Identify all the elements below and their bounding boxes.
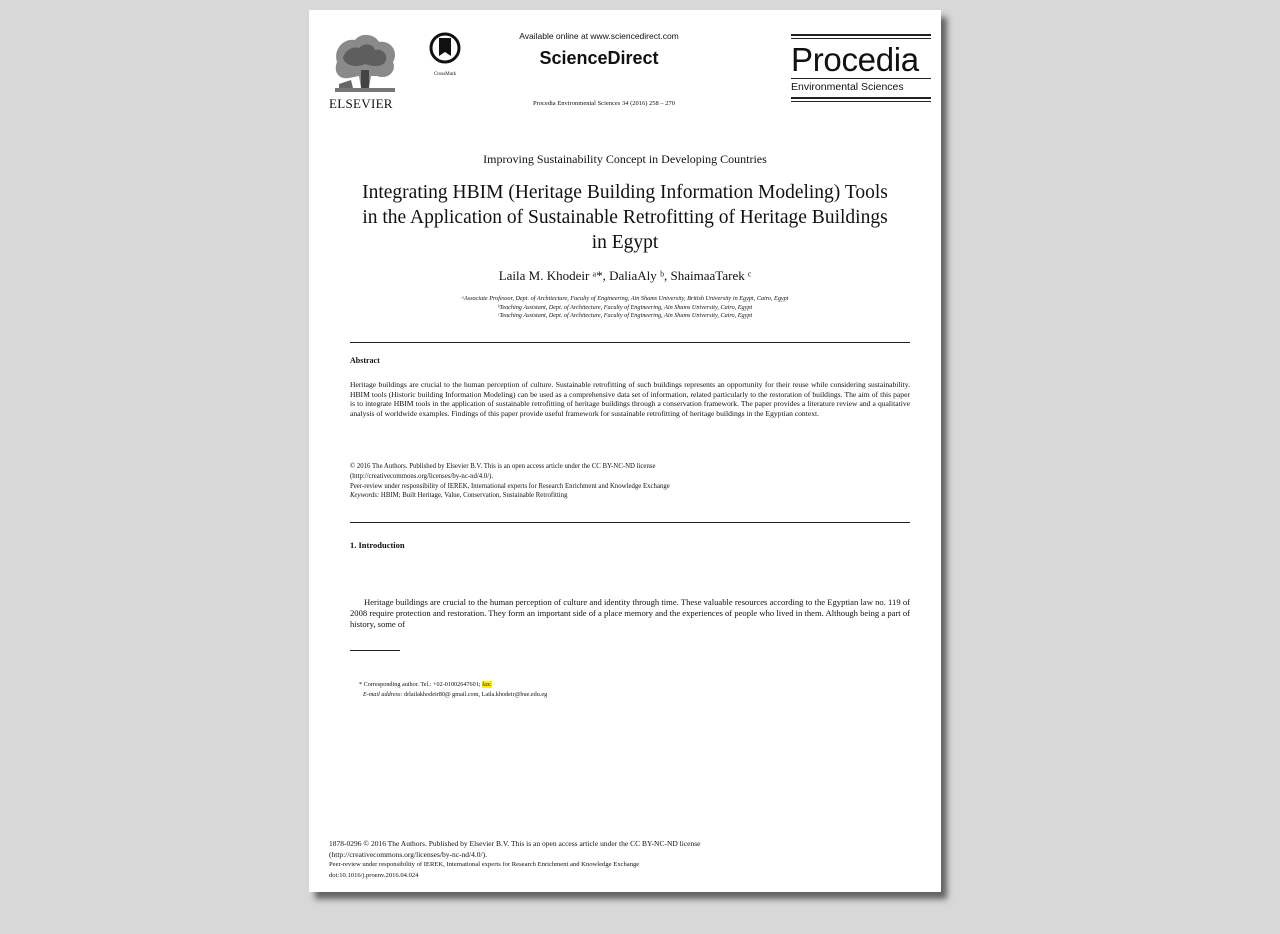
issn-line: 1878-0296 © 2016 The Authors. Published by Elsevier B.V. This is an open access article under the CC BY-NC-ND license [329,839,701,848]
elsevier-tree-logo [331,32,399,94]
sciencedirect-logo: ScienceDirect [539,48,659,68]
conference-name: Improving Sustainability Concept in Developing Countries [483,152,767,166]
front-matter-footer [329,839,929,881]
crossmark-icon [427,32,463,66]
email-label: E-mail address: [363,690,403,698]
logo-rule [791,101,931,102]
copyright-line: © 2016 The Authors. Published by Elsevier B.V. This is an open access article under the CC BY-NC-ND license [350,463,656,470]
logo-rule [791,97,931,99]
footer-license-link[interactable]: (http://creativecommons.org/licenses/by-nc-nd/4.0/). [329,849,487,859]
highlighted-fax: fax: [482,681,492,688]
affiliations [319,295,931,321]
crossmark-badge[interactable] [427,32,463,77]
keywords-label: Keywords: [350,492,380,500]
journal-citation: Procedia Environmental Sciences 34 (2016) 258 – 270 [532,100,676,107]
keywords: HBIM; Built Heritage, Value, Conservation, Sustainable Retrofitting [380,492,568,500]
license-link[interactable]: (http://creativecommons.org/licenses/by-nc-nd/4.0/). [350,472,494,480]
abstract-text: Heritage buildings are crucial to the human perception of culture. Sustainable retrofitting of such buildings represents an opportunity for their reuse while considering sustainability. HBIM tools (Historic building Information Modeling) can be used as a comprehensive data set of information, related particularly to the restoration of buildings. The aim of this paper is to integrate HBIM tools in the application of sustainable retrofitting of heritage buildings through a conservation framework. The paper provides a literature review and a qualitative analysis of worldwide examples. Findings of this paper provide useful framework for sustainable retrofitting of heritage buildings in the Egyptian context. [350,380,910,418]
footnote [359,680,547,699]
logo-rule [791,34,931,36]
procedia-logo [791,34,931,104]
article-metadata [350,462,910,501]
intro-paragraph: Heritage buildings are crucial to the human perception of culture and identity through time. These valuable resources according to the Egyptian law no. 119 of 2008 require protection and restoration. They form an important side of a place memory and the experiences of people who lived in them. Although being a part of history, some of [350,597,910,629]
journal-brand: Procedia [791,41,919,78]
publisher-name: ELSEVIER [329,96,393,111]
title-line: Integrating HBIM (Heritage Building Information Modeling) Tools [362,182,888,203]
title-line: in Egypt [591,232,659,253]
keywords-line [350,491,910,501]
journal-subtitle: Environmental Sciences [791,81,904,93]
intro-text [350,597,910,630]
paper-page [309,10,941,892]
section-divider [350,522,910,523]
available-online-text: Available online at www.sciencedirect.com [519,31,679,41]
title-line: in the Application of Sustainable Retrofitting of Heritage Buildings [362,207,888,228]
abstract-heading: Abstract [350,356,380,365]
affiliation: ᵃAssociate Professor, Dept. of Architecture, Faculty of Engineering, Ain Shams University, British University in Egypt, Cairo, Egypt [461,295,789,302]
footnote-divider [350,650,400,651]
peer-review-line: Peer-review under responsibility of IEREK, International experts for Research Enrichment and Knowledge Exchange [350,482,670,490]
email-addresses: drlailakhodeir80@ gmail.com, Laila.khodeir@bue.edu.eg [404,690,548,698]
affiliation: ᵇTeaching Assistant, Dept. of Architecture, Faculty of Engineering, Ain Shams University, Cairo, Egypt [497,303,753,311]
paper-title [339,180,911,255]
doi[interactable]: doi:10.1016/j.proenv.2016.04.024 [329,871,419,879]
corresponding-author [359,680,547,690]
intro-heading: 1. Introduction [350,540,405,550]
logo-rule [791,78,931,79]
email-line [359,690,547,700]
footer-peer-review: Peer-review under responsibility of IEREK, International experts for Research Enrichment and Knowledge Exchange [329,861,640,868]
crossmark-label: CrossMark [433,72,457,77]
logo-rule [791,38,931,39]
section-divider [350,342,910,343]
corresponding-author-text: * Corresponding author. Tel.: +02-01002647601; [359,681,481,688]
affiliation: ᶜTeaching Assistant, Dept. of Architecture, Faculty of Engineering, Ain Shams University, Cairo, Egypt [497,312,753,319]
author-list: Laila M. Khodeir ᵃ*, DaliaAly ᵇ, ShaimaaTarek ᶜ [498,268,752,283]
